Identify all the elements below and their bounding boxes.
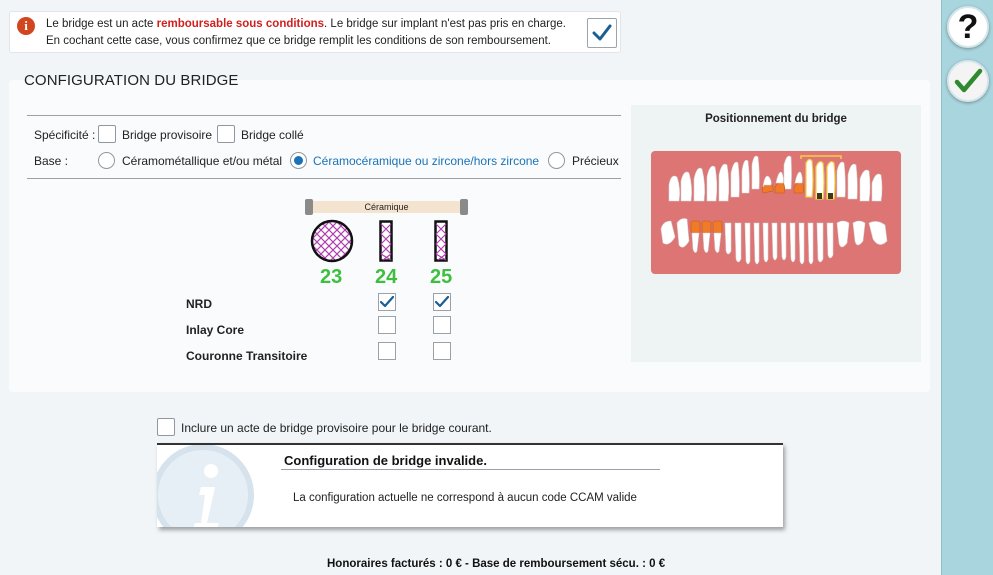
include-provisional-checkbox[interactable] [157,418,175,436]
dental-chart-drawing [651,151,901,274]
material-label: Céramique [313,201,460,213]
base-radio-ceramoceramique[interactable] [290,152,307,169]
message-text: La configuration actuelle ne correspond à aucun code CCAM valide [293,492,637,504]
positioning-panel [631,105,921,362]
fees-summary: Honoraires facturés : 0 € - Base de remboursement sécu. : 0 € [327,558,666,570]
invalid-config-message [157,443,783,527]
base-label: Base : [34,154,69,168]
material-bar-right-handle[interactable] [460,199,468,215]
banner-text-prefix: Le bridge est un acte [46,18,157,30]
row-label-nrd: NRD [186,297,212,311]
info-watermark-icon [157,443,257,527]
inlay-core-checkbox-25[interactable] [433,316,451,334]
banner-text-suffix: . Le bridge sur implant n'est pas pris en charge. [324,18,566,30]
row-label-inlay-core: Inlay Core [186,323,245,337]
checkmark-icon [953,66,983,96]
reimbursement-banner [9,11,621,53]
base-option-ceramometallique: Céramométallique et/ou métal [122,154,283,168]
banner-emphasis: remboursable sous conditions [156,18,325,30]
checkmark-icon [592,24,612,42]
confirm-checkbox[interactable] [587,18,617,48]
dental-chart[interactable] [651,151,901,274]
divider [27,115,621,116]
nrd-checkbox-25[interactable] [433,293,451,311]
checkmark-icon [435,296,449,308]
tooth-number-24: 24 [375,266,398,288]
help-button[interactable] [947,6,989,48]
couronne-transitoire-checkbox-24[interactable] [378,342,396,360]
banner-line-2: En cochant cette case, vous confirmez que ce bridge remplit les conditions de son remboursement. [46,35,551,47]
tooth-25-schematic[interactable] [434,220,448,262]
positioning-title: Positionnement du bridge [705,113,847,125]
bridge-provisoire-label: Bridge provisoire [122,128,213,142]
bridge-provisoire-checkbox[interactable] [98,125,116,143]
base-radio-precieux[interactable] [548,152,565,169]
config-title: CONFIGURATION DU BRIDGE [24,72,239,89]
inlay-core-checkbox-24[interactable] [378,316,396,334]
question-mark-icon: ? [957,8,979,46]
include-provisional-label: Inclure un acte de bridge provisoire pour le bridge courant. [181,421,492,435]
right-toolbar [941,0,993,575]
divider [27,178,621,179]
base-option-precieux: Précieux [572,154,619,168]
material-bar[interactable] [305,199,468,215]
message-divider [281,469,660,470]
checkmark-icon [380,296,394,308]
banner-line-1 [46,18,566,30]
bridge-colle-label: Bridge collé [241,128,304,142]
base-option-ceramoceramique: Céramocéramique ou zircone/hors zircone [313,154,540,168]
tooth-number-25: 25 [430,266,453,288]
row-label-couronne-transitoire: Couronne Transitoire [186,349,308,363]
bridge-colle-checkbox[interactable] [217,125,235,143]
tooth-23-schematic[interactable] [309,218,355,264]
couronne-transitoire-checkbox-25[interactable] [433,342,451,360]
message-title: Configuration de bridge invalide. [284,453,487,468]
material-bar-left-handle[interactable] [305,199,313,215]
nrd-checkbox-24[interactable] [378,293,396,311]
tooth-number-23: 23 [320,266,343,288]
base-radio-ceramometallique[interactable] [98,152,115,169]
specificity-label: Spécificité : [34,128,96,142]
info-icon: i [17,17,35,35]
tooth-24-schematic[interactable] [379,220,393,262]
validate-button[interactable] [947,60,989,102]
